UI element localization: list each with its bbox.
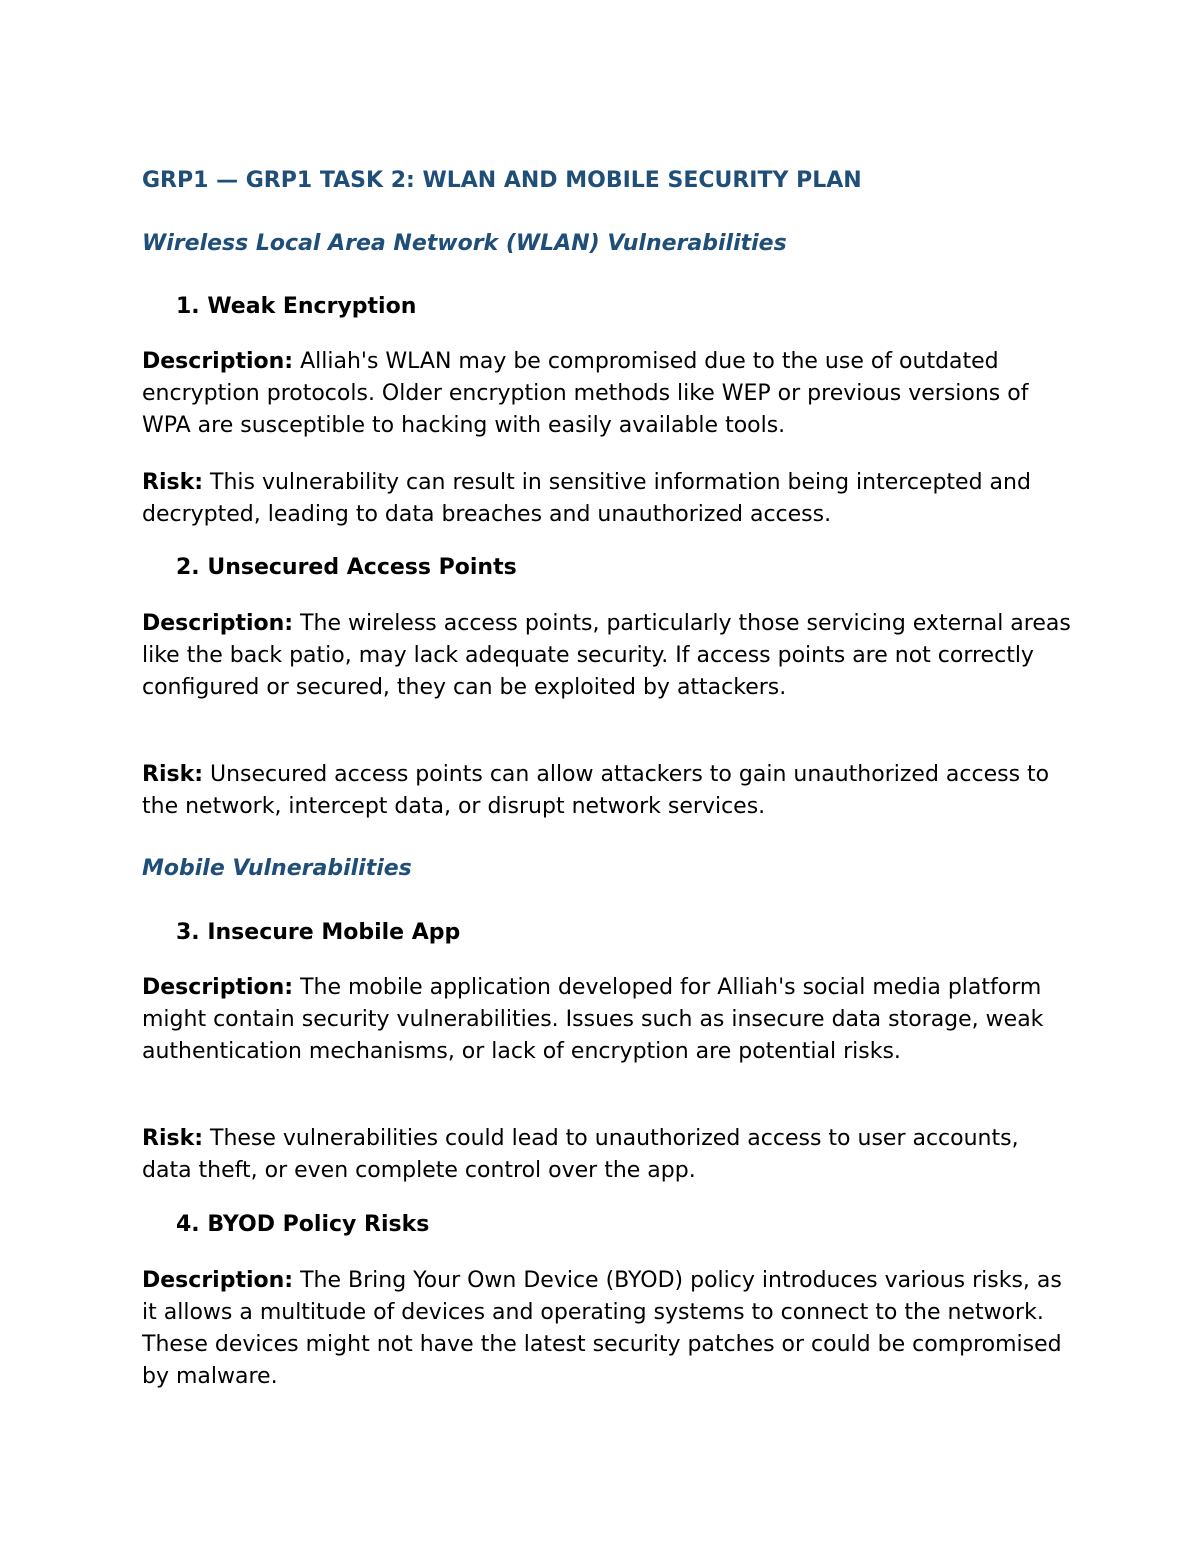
description-text: The mobile application developed for Alliah's social media platform might contain security vulnerabilities. Issues such as insecure data storage, weak authentication mechanisms, or lack of encryption are potential risks. [142,975,1044,1064]
item-heading-weak-encryption: 1. Weak Encryption [176,294,417,319]
insecure-mobile-app-description [142,972,1072,1068]
insecure-mobile-app-risk [142,1123,1072,1187]
description-label: Description: [142,611,294,636]
description-text: The wireless access points, particularly those servicing external areas like the back patio, may lack adequate security. If access points are not correctly configured or secured, they can be exploited by attackers. [142,611,1071,700]
risk-text: Unsecured access points can allow attackers to gain unauthorized access to the network, intercept data, or disrupt network services. [142,762,1050,819]
item-heading-insecure-mobile-app: 3. Insecure Mobile App [176,920,461,945]
weak-encryption-risk [142,467,1072,531]
description-label: Description: [142,1268,294,1293]
unsecured-access-points-description [142,608,1072,704]
risk-label: Risk: [142,1126,204,1151]
item-heading-byod-policy-risks: 4. BYOD Policy Risks [176,1212,430,1237]
byod-policy-risks-description [142,1265,1072,1393]
unsecured-access-points-risk [142,759,1072,823]
description-label: Description: [142,975,294,1000]
risk-text: These vulnerabilities could lead to unauthorized access to user accounts, data theft, or even complete control over the app. [142,1126,1019,1183]
document-title: GRP1 — GRP1 TASK 2: WLAN AND MOBILE SECURITY PLAN [142,168,862,193]
weak-encryption-description [142,346,1072,442]
risk-text: This vulnerability can result in sensitive information being intercepted and decrypted, leading to data breaches and unauthorized access. [142,470,1031,527]
description-label: Description: [142,349,294,374]
item-heading-unsecured-access-points: 2. Unsecured Access Points [176,555,517,580]
risk-label: Risk: [142,470,204,495]
risk-label: Risk: [142,762,204,787]
section-heading-wlan: Wireless Local Area Network (WLAN) Vulnerabilities [142,231,787,256]
description-text: The Bring Your Own Device (BYOD) policy introduces various risks, as it allows a multitude of devices and operating systems to connect to the network. These devices might not have the latest security patches or could be compromised by malware. [142,1268,1062,1389]
section-heading-mobile: Mobile Vulnerabilities [142,856,412,881]
description-text: Alliah's WLAN may be compromised due to the use of outdated encryption protocols. Older encryption methods like WEP or previous versions of WPA are susceptible to hacking with easily available tools. [142,349,1029,438]
